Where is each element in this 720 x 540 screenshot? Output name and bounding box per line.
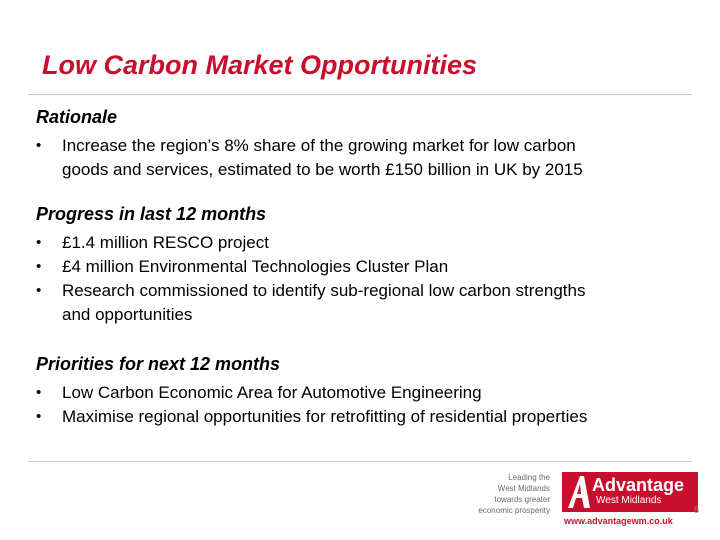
advantage-a-logo-icon <box>566 474 592 510</box>
bullet-text: Increase the region’s 8% share of the growing market for low carbon <box>62 136 576 155</box>
list-item <box>36 279 676 327</box>
logo-name: Advantage <box>592 475 685 495</box>
footer-url: www.advantagewm.co.uk <box>564 516 673 526</box>
page-number: 5 <box>694 505 700 515</box>
list-item <box>36 231 676 255</box>
footer-branding <box>470 470 700 530</box>
bullet-icon: • <box>36 384 42 401</box>
list-item <box>36 255 676 279</box>
bullet-icon: • <box>36 234 42 251</box>
bullet-icon: • <box>36 137 42 154</box>
bullet-text: Low Carbon Economic Area for Automotive Engineering <box>62 383 482 402</box>
tagline-line: West Midlands <box>497 484 550 493</box>
list-item <box>36 381 676 405</box>
section-heading: Rationale <box>36 107 118 127</box>
footer-divider <box>28 461 692 462</box>
bullet-icon: • <box>36 282 42 299</box>
bullet-text: £4 million Environmental Technologies Cluster Plan <box>62 257 449 276</box>
bullet-list <box>36 134 676 182</box>
bullet-list <box>36 231 676 327</box>
footer-tagline <box>470 472 550 516</box>
list-item <box>36 405 676 429</box>
section-rationale <box>36 106 676 182</box>
section-heading: Priorities for next 12 months <box>36 354 281 374</box>
bullet-text: goods and services, estimated to be worth £150 billion in UK by 2015 <box>62 160 583 179</box>
bullet-text: Maximise regional opportunities for retrofitting of residential properties <box>62 407 588 426</box>
bullet-list <box>36 381 676 429</box>
bullet-icon: • <box>36 258 42 275</box>
tagline-line: Leading the <box>508 473 550 482</box>
tagline-line: economic prosperity <box>478 506 550 515</box>
slide-title: Low Carbon Market Opportunities <box>42 50 478 80</box>
bullet-text: and opportunities <box>62 305 193 324</box>
bullet-text: Research commissioned to identify sub-regional low carbon strengths <box>62 281 586 300</box>
logo-subtitle: West Midlands <box>596 495 662 506</box>
bullet-text: £1.4 million RESCO project <box>62 233 269 252</box>
section-priorities <box>36 353 676 429</box>
tagline-line: towards greater <box>494 495 550 504</box>
section-heading: Progress in last 12 months <box>36 204 267 224</box>
title-divider <box>28 94 692 95</box>
advantage-logo <box>562 472 698 512</box>
bullet-icon: • <box>36 408 42 425</box>
section-progress <box>36 203 676 327</box>
list-item <box>36 134 676 182</box>
